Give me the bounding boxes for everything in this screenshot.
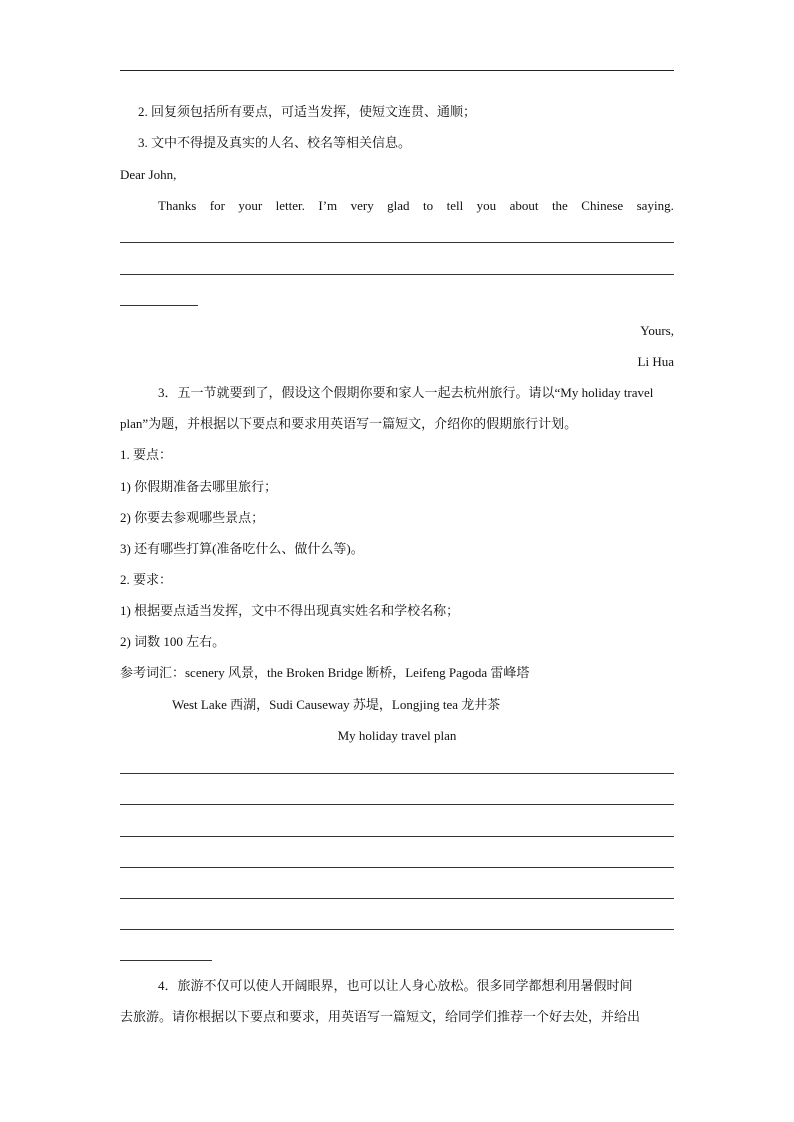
letter-answer-line-short[interactable] bbox=[120, 305, 198, 306]
q3-requirement-1: 1) 根据要点适当发挥，文中不得出现真实姓名和学校名称； bbox=[120, 603, 460, 618]
letter-greeting: Dear John, bbox=[120, 167, 177, 182]
opening-word: you bbox=[476, 198, 497, 213]
q3-answer-line[interactable] bbox=[120, 773, 674, 774]
letter-closing: Yours, bbox=[640, 323, 674, 338]
q3-point-3: 3) 还有哪些打算(准备吃什么、做什么等)。 bbox=[120, 541, 364, 556]
q3-point-1: 1) 你假期准备去哪里旅行； bbox=[120, 479, 278, 494]
q3-answer-line[interactable] bbox=[120, 804, 674, 805]
q4-prompt-line2: 去旅游。请你根据以下要点和要求，用英语写一篇短文，给同学们推荐一个好去处，并给出 bbox=[120, 1009, 641, 1024]
opening-word: very bbox=[350, 198, 374, 213]
q3-point-2: 2) 你要去参观哪些景点； bbox=[120, 510, 265, 525]
letter-answer-line[interactable] bbox=[120, 274, 674, 275]
q3-answer-line-short[interactable] bbox=[120, 960, 212, 961]
q3-answer-line[interactable] bbox=[120, 929, 674, 930]
letter-answer-line[interactable] bbox=[120, 242, 674, 243]
opening-word: to bbox=[423, 198, 434, 213]
q3-vocab-line1: 参考词汇：scenery 风景，the Broken Bridge 断桥，Leifeng Pagoda 雷峰塔 bbox=[120, 665, 530, 680]
q3-points-heading: 1. 要点： bbox=[120, 447, 173, 462]
opening-word: about bbox=[509, 198, 539, 213]
letter-opening-line bbox=[158, 198, 674, 214]
q3-requirements-heading: 2. 要求： bbox=[120, 572, 173, 587]
q3-essay-title: My holiday travel plan bbox=[337, 728, 457, 743]
opening-word: saying. bbox=[636, 198, 674, 213]
q3-prompt-line1: 3．五一节就要到了，假设这个假期你要和家人一起去杭州旅行。请以“My holiday travel bbox=[158, 385, 654, 400]
opening-word: for bbox=[209, 198, 225, 213]
letter-signature: Li Hua bbox=[637, 354, 674, 369]
rule-item-2: 2. 回复须包括所有要点，可适当发挥，使短文连贯、通顺； bbox=[138, 104, 477, 119]
q3-answer-line[interactable] bbox=[120, 898, 674, 899]
opening-word: I’m bbox=[318, 198, 338, 213]
header-rule bbox=[120, 70, 674, 71]
q4-prompt-line1: 4．旅游不仅可以使人开阔眼界，也可以让人身心放松。很多同学都想利用暑假时间 bbox=[158, 978, 633, 993]
opening-word: your bbox=[238, 198, 263, 213]
opening-word: Thanks bbox=[158, 198, 197, 213]
q3-vocab-line2: West Lake 西湖，Sudi Causeway 苏堤，Longjing tea 龙井茶 bbox=[172, 697, 501, 712]
rule-item-3: 3. 文中不得提及真实的人名、校名等相关信息。 bbox=[138, 135, 412, 150]
opening-word: tell bbox=[446, 198, 464, 213]
q3-prompt-line2: plan”为题，并根据以下要点和要求用英语写一篇短文，介绍你的假期旅行计划。 bbox=[120, 416, 578, 431]
opening-word: Chinese bbox=[581, 198, 624, 213]
opening-word: letter. bbox=[275, 198, 305, 213]
q3-answer-line[interactable] bbox=[120, 867, 674, 868]
q3-answer-line[interactable] bbox=[120, 836, 674, 837]
q3-requirement-2: 2) 词数 100 左右。 bbox=[120, 634, 226, 649]
opening-word: glad bbox=[387, 198, 410, 213]
opening-word: the bbox=[551, 198, 568, 213]
